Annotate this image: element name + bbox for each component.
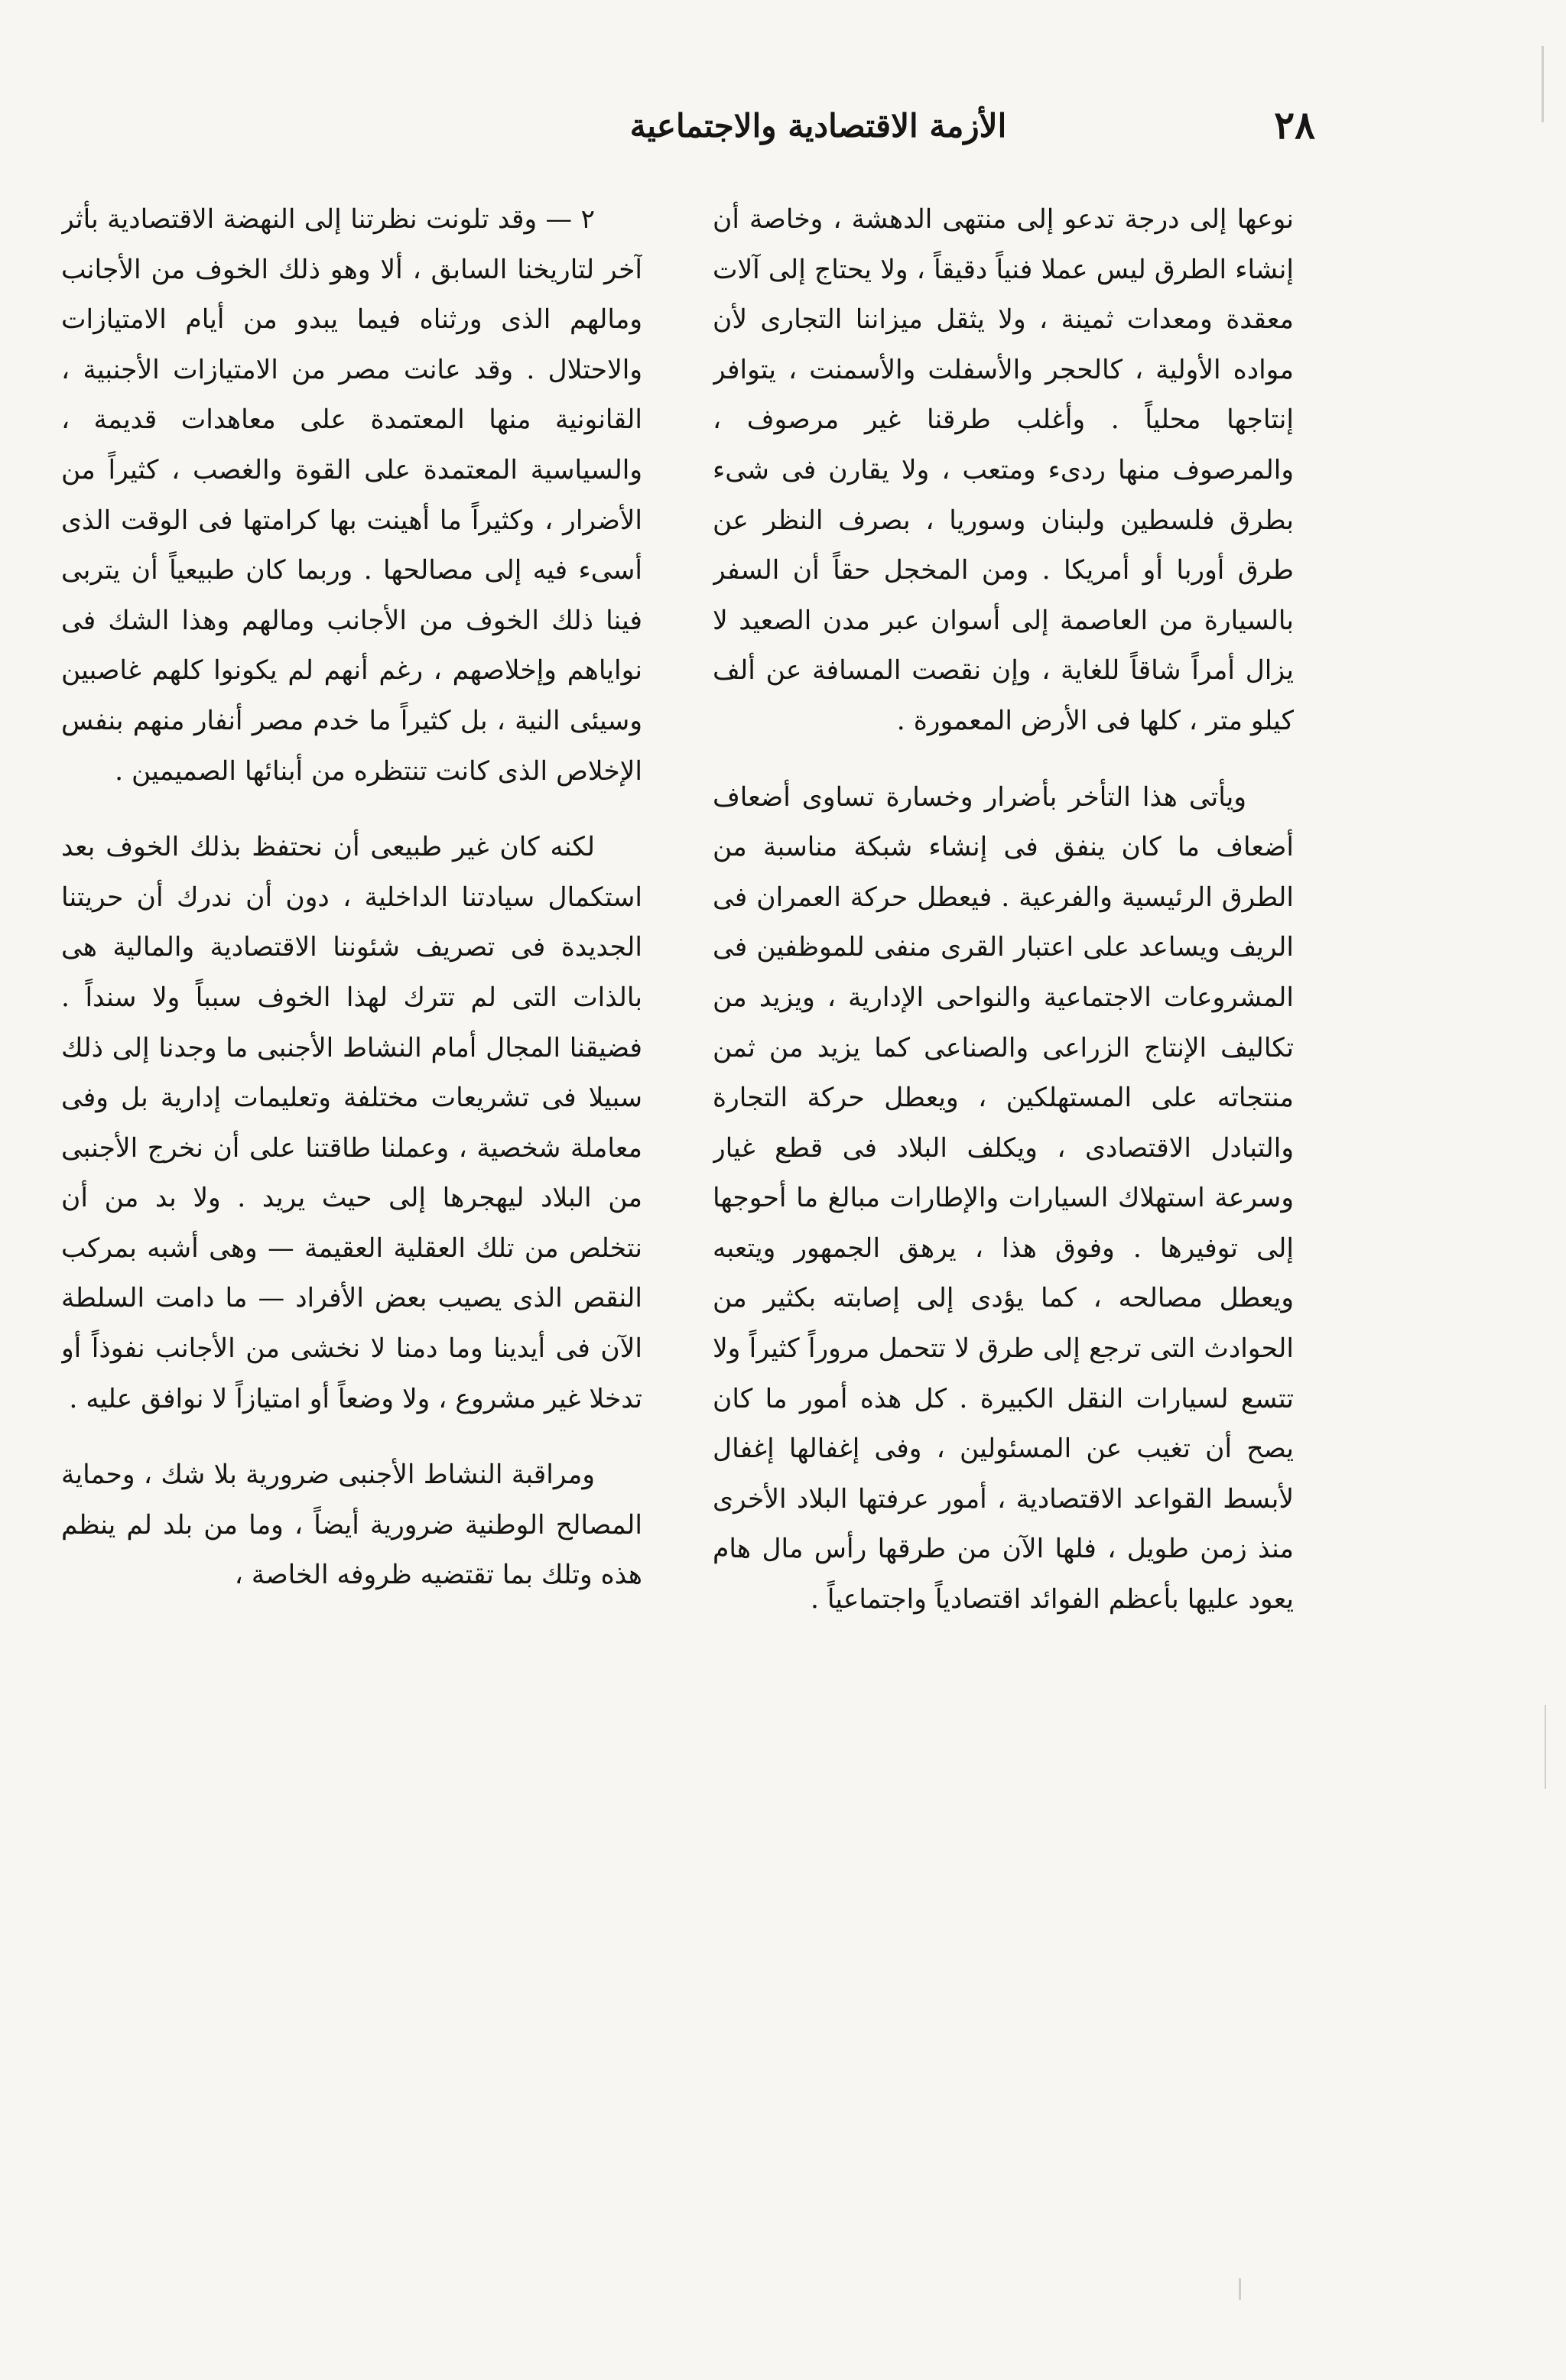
left-column	[61, 195, 642, 2198]
scan-mark	[1545, 1705, 1546, 1789]
scan-mark	[1239, 2278, 1241, 2300]
paragraph: ويأتى هذا التأخر بأضرار وخسارة تساوى أضعاف أضعاف ما كان ينفق فى إنشاء شبكة مناسبة من الطرق الرئيسية والفرعية . فيعطل حركة العمران فى الريف ويساعد على اعتبار القرى منفى للموظفين فى المشروعات الاجتماعية والنواحى الإدارية ، ويزيد من تكاليف الإنتاج الزراعى والصناعى كما يزيد من ثمن منتجاته على المستهلكين ، ويعطل حركة التجارة والتبادل الاقتصادى ، ويكلف البلاد فى قطع غيار وسرعة استهلاك السيارات والإطارات مبالغ ما أحوجها إلى توفيرها . وفوق هذا ، يرهق الجمهور ويتعبه ويعطل مصالحه ، كما يؤدى إلى إصابته بكثير من الحوادث التى ترجع إلى طرق لا تتحمل مروراً كثيراً ولا تتسع لسيارات النقل الكبيرة . كل هذه أمور ما كان يصح أن تغيب عن المسئولين ، وفى إغفالها إغفال لأبسط القواعد الاقتصادية ، أمور عرفتها البلاد الأخرى منذ زمن طويل ، فلها الآن من طرقها رأس مال هام يعود عليها بأعظم الفوائد اقتصادياً واجتماعياً .	[713, 781, 1294, 1615]
paragraph: لكنه كان غير طبيعى أن نحتفظ بذلك الخوف بعد استكمال سيادتنا الداخلية ، دون أن ندرك أن حريتنا الجديدة فى تصريف شئوننا الاقتصادية والمالية هى بالذات التى لم تترك لهذا الخوف سبباً ولا سنداً . فضيقنا المجال أمام النشاط الأجنبى ما وجدنا إلى ذلك سبيلا فى تشريعات مختلفة وتعليمات إدارية بل وفى معاملة شخصية ، وعملنا طاقتنا على أن نخرج الأجنبى من البلاد ليهجرها إلى حيث يريد . ولا بد من أن نتخلص من تلك العقلية العقيمة — وهى أشبه بمركب النقص الذى يصيب بعض الأفراد — ما دامت السلطة الآن فى أيدينا وما دمنا لا نخشى من الأجانب نفوذاً أو تدخلا غير مشروع ، ولا وضعاً أو امتيازاً لا نوافق عليه .	[61, 832, 642, 1414]
right-column	[713, 195, 1294, 2198]
page-number: ٢٨	[1274, 102, 1315, 148]
running-title: الأزمة الاقتصادية والاجتماعية	[629, 107, 1007, 144]
paragraph: نوعها إلى درجة تدعو إلى منتهى الدهشة ، وخاصة أن إنشاء الطرق ليس عملا فنياً دقيقاً ، ولا يحتاج إلى آلات معقدة ومعدات ثمينة ، ولا يثقل ميزاننا التجارى لأن مواده الأولية ، كالحجر والأسفلت والأسمنت ، يتوافر إنتاجها محلياً . وأغلب طرقنا غير مرصوف ، والمرصوف منها ردىء ومتعب ، ولا يقارن فى شىء بطرق فلسطين ولبنان وسوريا ، بصرف النظر عن طرق أوربا أو أمريكا . ومن المخجل حقاً أن السفر بالسيارة من العاصمة إلى أسوان عبر مدن الصعيد لا يزال أمراً شاقاً للغاية ، وإن نقصت المسافة عن ألف كيلو متر ، كلها فى الأرض المعمورة .	[713, 204, 1294, 736]
paragraph: ٢ — وقد تلونت نظرتنا إلى النهضة الاقتصادية بأثر آخر لتاريخنا السابق ، ألا وهو ذلك الخوف من الأجانب ومالهم الذى ورثناه فيما يبدو من أيام الامتيازات والاحتلال . وقد عانت مصر من الامتيازات الأجنبية ، القانونية منها المعتمدة على معاهدات قديمة ، والسياسية المعتمدة على القوة والغصب ، كثيراً من الأضرار ، وكثيراً ما أهينت بها كرامتها فى الوقت الذى أسىء فيه إلى مصالحها . وربما كان طبيعياً أن يتربى فينا ذلك الخوف من الأجانب ومالهم وهذا الشك فى نواياهم وإخلاصهم ، رغم أنهم لم يكونوا كلهم غاصبين وسيئى النية ، بل كثيراً ما خدم مصر أنفار منهم بنفس الإخلاص الذى كانت تنتظره من أبنائها الصميمين .	[61, 204, 642, 787]
paragraph: ومراقبة النشاط الأجنبى ضرورية بلا شك ، وحماية المصالح الوطنية ضرورية أيضاً ، وما من بلد لم ينظم هذه وتلك بما تقتضيه ظروفه الخاصة ،	[61, 1459, 642, 1591]
scan-mark	[1542, 46, 1544, 122]
page-header	[153, 102, 1315, 168]
